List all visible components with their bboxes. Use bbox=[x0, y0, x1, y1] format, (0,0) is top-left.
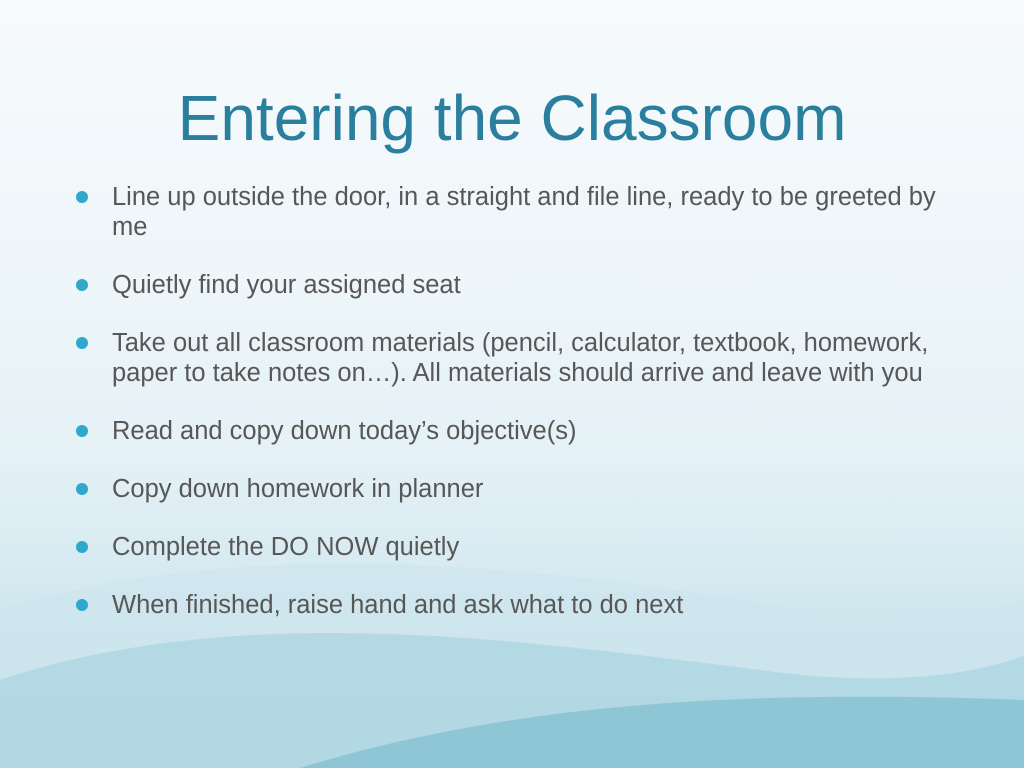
bullet-text: When finished, raise hand and ask what to do next bbox=[112, 591, 684, 619]
bullet-text: Copy down homework in planner bbox=[112, 475, 484, 503]
bullet-dot-icon bbox=[76, 599, 88, 611]
bullet-item bbox=[76, 328, 976, 388]
bullet-item bbox=[76, 532, 976, 562]
bullet-list bbox=[76, 182, 976, 648]
bullet-dot-icon bbox=[76, 425, 88, 437]
bullet-dot-icon bbox=[76, 483, 88, 495]
bullet-item bbox=[76, 182, 976, 242]
bullet-dot-icon bbox=[76, 191, 88, 203]
bullet-text: Complete the DO NOW quietly bbox=[112, 533, 460, 561]
bullet-dot-icon bbox=[76, 279, 88, 291]
bullet-item bbox=[76, 474, 976, 504]
bullet-dot-icon bbox=[76, 337, 88, 349]
bullet-item bbox=[76, 416, 976, 446]
bullet-item bbox=[76, 270, 976, 300]
bullet-text: Quietly find your assigned seat bbox=[112, 271, 461, 299]
bullet-text: Read and copy down today’s objective(s) bbox=[112, 417, 577, 445]
bullet-text: Take out all classroom materials (pencil, calculator, textbook, homework, paper to take notes on…). All materials should arrive and leave with you bbox=[112, 329, 929, 387]
bullet-item bbox=[76, 590, 976, 620]
slide-title: Entering the Classroom bbox=[177, 82, 847, 154]
bullet-dot-icon bbox=[76, 541, 88, 553]
bullet-text: Line up outside the door, in a straight and file line, ready to be greeted by me bbox=[112, 183, 936, 241]
